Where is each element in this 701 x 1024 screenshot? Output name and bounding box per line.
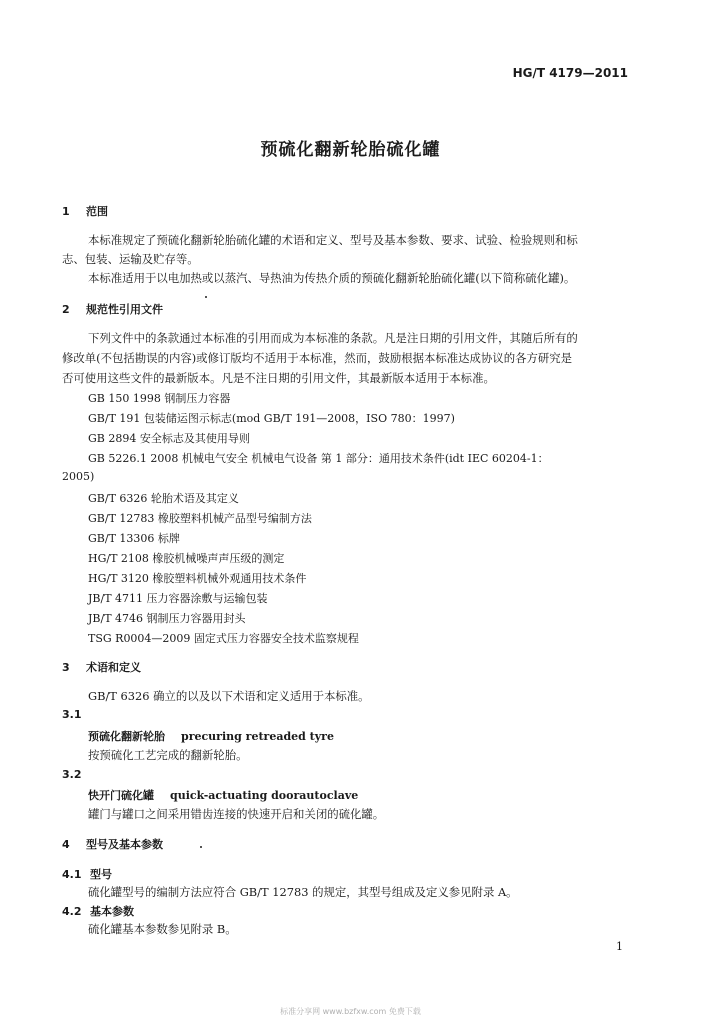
watermark-text: 标准分享网 www.bzfxw.com 免费下载 (280, 1007, 421, 1016)
term-english: quick-actuating doorautoclave (170, 789, 359, 802)
subsection-4-1-heading (62, 866, 112, 882)
section-title: 规范性引用文件 (86, 303, 163, 316)
reference-item-continuation: 2005) (62, 470, 95, 483)
section-number: 3 (62, 661, 70, 674)
reference-item: GB/T 191 包装储运图示标志(mod GB/T 191—2008，ISO 780：1997) (88, 412, 455, 425)
reference-item: GB/T 6326 轮胎术语及其定义 (88, 492, 239, 505)
term-chinese: 快开门硫化罐 (88, 789, 154, 802)
paragraph-line: 志、包装、运输及贮存等。 (62, 252, 199, 266)
section-title: 范围 (86, 205, 108, 218)
term-number: 3.1 (62, 708, 82, 721)
section-number: 1 (62, 205, 70, 218)
section-number: 2 (62, 303, 70, 316)
reference-item: GB 5226.1 2008 机械电气安全 机械电气设备 第 1 部分：通用技术条件(idt IEC 60204-1： (88, 452, 549, 465)
section-4-heading (62, 836, 163, 852)
standard-code: HG/T 4179—2011 (512, 66, 628, 80)
subsection-title: 型号 (90, 868, 112, 881)
page-number: 1 (616, 940, 623, 953)
section-1-heading (62, 203, 108, 219)
section-title: 术语和定义 (86, 661, 141, 674)
paragraph-line: 本标准适用于以电加热或以蒸汽、导热油为传热介质的预硫化翻新轮胎硫化罐(以下简称硫化罐)。 (88, 271, 576, 285)
subsection-title: 基本参数 (90, 905, 134, 918)
term-number: 3.2 (62, 768, 82, 781)
paragraph-line: GB/T 6326 确立的以及以下术语和定义适用于本标准。 (88, 689, 370, 703)
reference-item: GB/T 13306 标牌 (88, 532, 180, 545)
paragraph-line: 修改单(不包括勘误的内容)或修订版均不适用于本标准，然而，鼓励根据本标准达成协议的各方研究是 (62, 351, 573, 365)
scan-speck (205, 296, 207, 298)
paragraph-line: 硫化罐型号的编制方法应符合 GB/T 12783 的规定，其型号组成及定义参见附录 A。 (88, 885, 518, 899)
reference-item: HG/T 3120 橡胶塑料机械外观通用技术条件 (88, 572, 307, 585)
paragraph-line: 本标准规定了预硫化翻新轮胎硫化罐的术语和定义、型号及基本参数、要求、试验、检验规则和标 (88, 233, 578, 247)
term-chinese: 预硫化翻新轮胎 (88, 730, 165, 743)
section-number: 4 (62, 838, 70, 851)
reference-item: GB 150 1998 钢制压力容器 (88, 392, 231, 405)
paragraph-line: 下列文件中的条款通过本标准的引用而成为本标准的条款。凡是注日期的引用文件，其随后所有的 (88, 331, 578, 345)
page-title: 预硫化翻新轮胎硫化罐 (260, 140, 441, 160)
reference-item: HG/T 2108 橡胶机械噪声声压级的测定 (88, 552, 285, 565)
term-definition: 按预硫化工艺完成的翻新轮胎。 (88, 748, 248, 762)
term-heading (88, 728, 334, 744)
reference-item: JB/T 4746 钢制压力容器用封头 (88, 612, 246, 625)
term-definition: 罐门与罐口之间采用错齿连接的快速开启和关闭的硫化罐。 (88, 807, 385, 821)
term-heading (88, 787, 358, 803)
term-english: precuring retreaded tyre (181, 730, 334, 743)
reference-item: GB 2894 安全标志及其使用导则 (88, 432, 250, 445)
reference-item: JB/T 4711 压力容器涂敷与运输包装 (88, 592, 268, 605)
section-2-heading (62, 301, 163, 317)
subsection-4-2-heading (62, 903, 134, 919)
scan-speck (200, 846, 202, 848)
paragraph-line: 否可使用这些文件的最新版本。凡是不注日期的引用文件，其最新版本适用于本标准。 (62, 371, 495, 385)
subsection-number: 4.2 (62, 905, 82, 918)
section-title: 型号及基本参数 (86, 838, 163, 851)
paragraph-line: 硫化罐基本参数参见附录 B。 (88, 922, 237, 936)
subsection-number: 4.1 (62, 868, 82, 881)
section-3-heading (62, 659, 141, 675)
reference-item: GB/T 12783 橡胶塑料机械产品型号编制方法 (88, 512, 312, 525)
reference-item: TSG R0004—2009 固定式压力容器安全技术监察规程 (88, 632, 359, 645)
